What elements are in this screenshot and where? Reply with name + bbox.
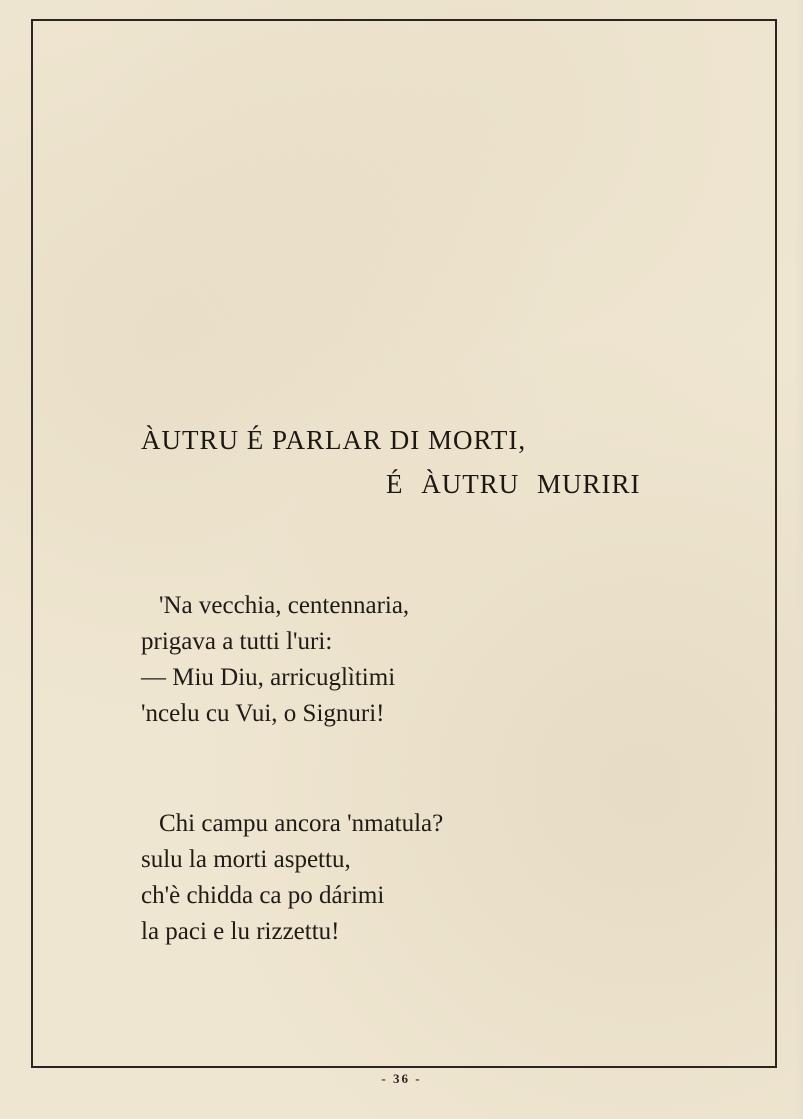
verse-line: sulu la morti aspettu,: [141, 846, 351, 873]
verse-line: la paci e lu rizzettu!: [141, 918, 340, 945]
verse-line: prigava a tutti l'uri:: [141, 628, 333, 655]
page-number: - 36 -: [381, 1071, 422, 1086]
stanza-2: [141, 806, 443, 950]
paper-edge: [795, 0, 803, 1119]
poem-title-line-2: É ÀUTRU MURIRI: [386, 469, 641, 499]
poem-title-line-1: ÀUTRU É PARLAR DI MORTI,: [141, 425, 527, 455]
verse-line: ch'è chidda ca po dárimi: [141, 882, 385, 909]
verse-line: 'ncelu cu Vui, o Signuri!: [141, 700, 385, 727]
stanza-1: [141, 588, 409, 732]
verse-line: Chi campu ancora 'nmatula?: [159, 810, 444, 837]
verse-line: 'Na vecchia, centennaria,: [159, 592, 410, 619]
verse-line: — Miu Diu, arricuglìtimi: [141, 664, 396, 691]
